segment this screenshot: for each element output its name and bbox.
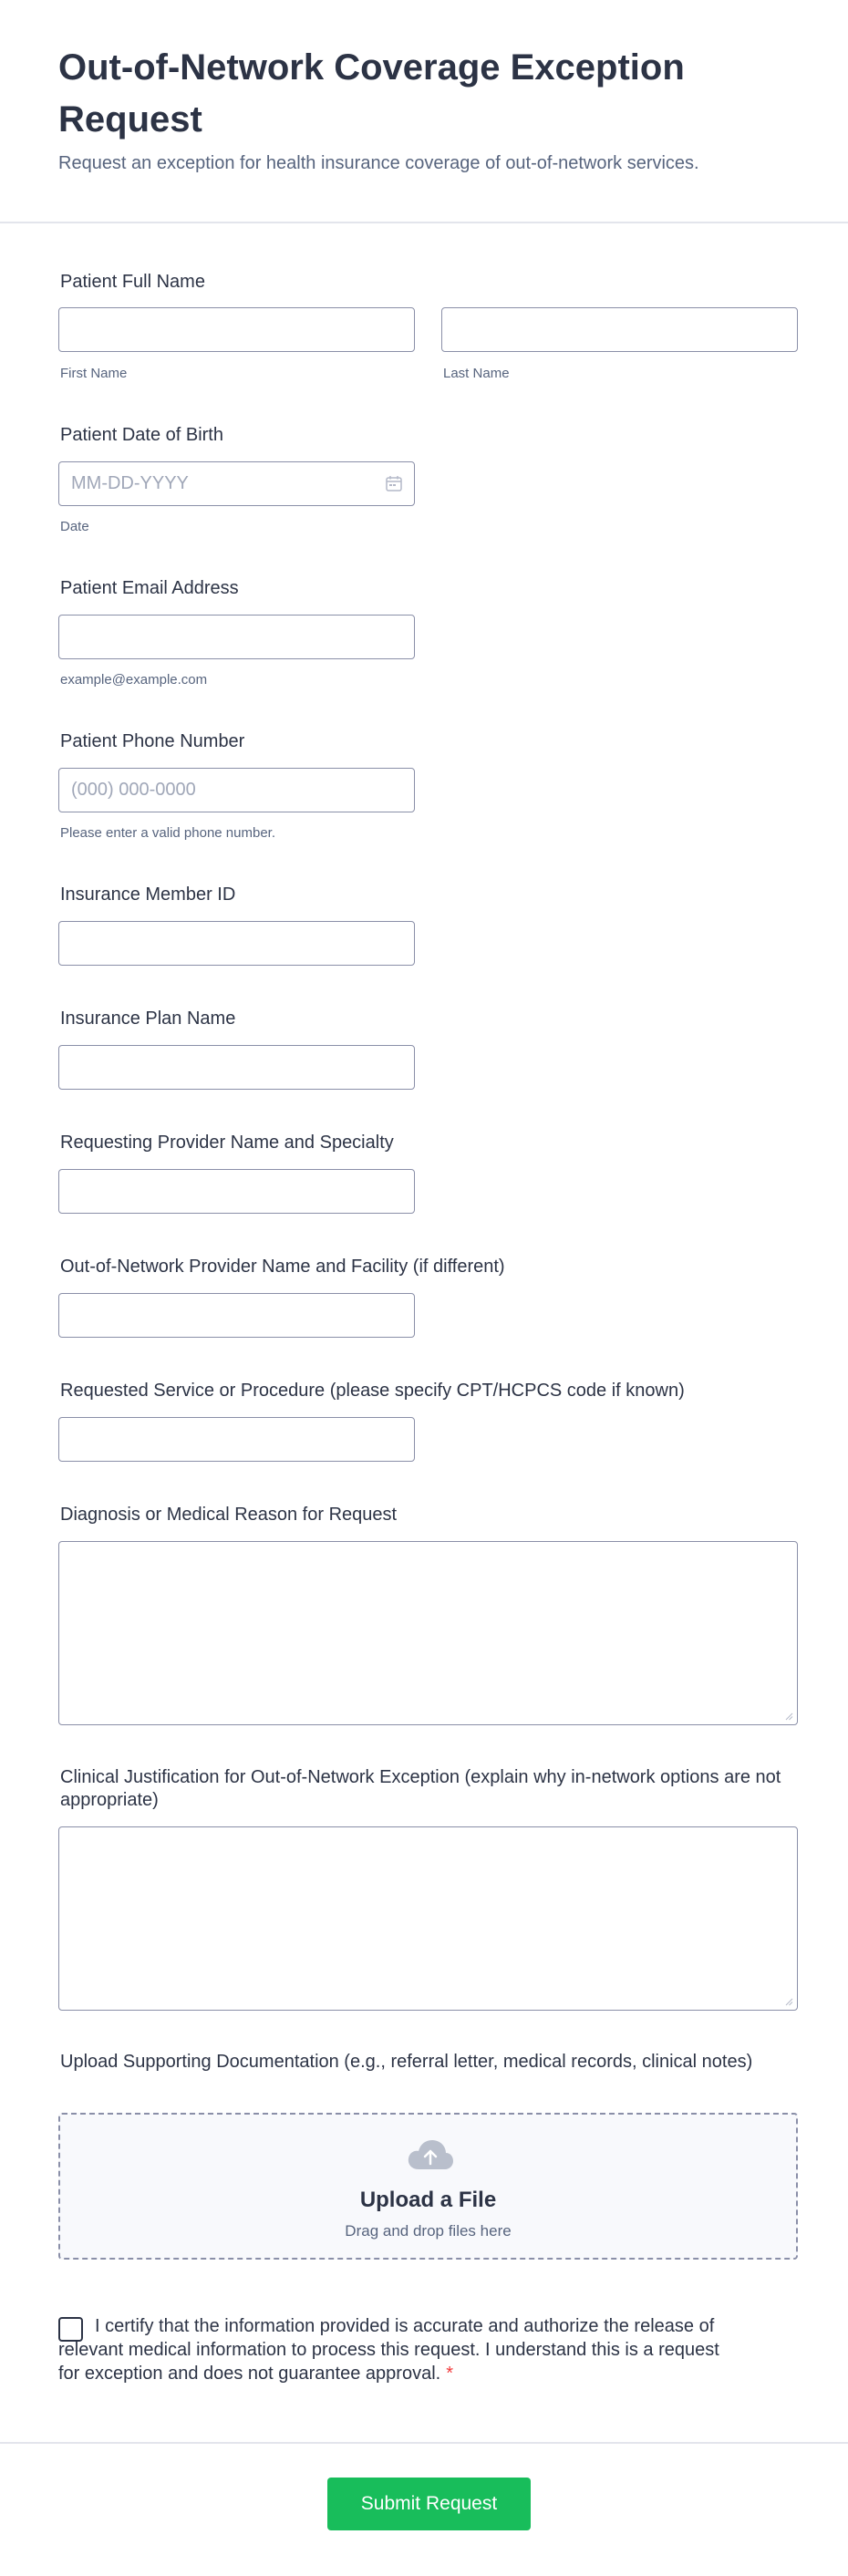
phone-label: Patient Phone Number xyxy=(60,731,245,751)
justification-field[interactable] xyxy=(58,1826,798,2011)
first-name-sublabel: First Name xyxy=(60,366,128,381)
dob-field[interactable] xyxy=(58,461,415,506)
first-name-input[interactable] xyxy=(59,308,414,351)
form-title: Out-of-Network Coverage Exception Request xyxy=(58,47,685,140)
resize-grip-icon[interactable] xyxy=(784,1712,793,1721)
member-id-input[interactable] xyxy=(59,922,414,965)
email-field[interactable] xyxy=(58,615,415,659)
member-id-label: Insurance Member ID xyxy=(60,885,236,905)
consent-text: I certify that the information provided is accurate and authorize the release of relevant medical information to process this request. I understand this is a request for exception and does not guarantee approval. xyxy=(58,2316,719,2384)
phone-field[interactable] xyxy=(58,768,415,812)
required-asterisk: * xyxy=(446,2364,453,2384)
cloud-upload-icon xyxy=(407,2138,454,2171)
phone-input[interactable] xyxy=(59,769,414,812)
dob-label: Patient Date of Birth xyxy=(60,425,223,445)
requesting-provider-label: Requesting Provider Name and Specialty xyxy=(60,1133,394,1153)
oon-provider-field[interactable] xyxy=(58,1293,415,1338)
submit-button[interactable]: Submit Request xyxy=(327,2478,531,2530)
diagnosis-label: Diagnosis or Medical Reason for Request xyxy=(60,1505,398,1525)
requesting-provider-input[interactable] xyxy=(59,1170,414,1213)
email-input[interactable] xyxy=(59,616,414,658)
plan-name-field[interactable] xyxy=(58,1045,415,1090)
service-label: Requested Service or Procedure (please specify CPT/HCPCS code if known) xyxy=(60,1381,685,1401)
calendar-icon[interactable] xyxy=(385,474,403,492)
service-input[interactable] xyxy=(59,1418,414,1461)
diagnosis-textarea[interactable] xyxy=(59,1542,797,1724)
form-subtitle: Request an exception for health insurance coverage of out-of-network services. xyxy=(58,153,699,173)
last-name-sublabel: Last Name xyxy=(443,366,510,381)
plan-name-input[interactable] xyxy=(59,1046,414,1089)
dob-sublabel: Date xyxy=(60,519,89,534)
upload-hint: Drag and drop files here xyxy=(345,2222,512,2240)
phone-sublabel: Please enter a valid phone number. xyxy=(60,825,275,841)
patient-name-label: Patient Full Name xyxy=(60,272,205,292)
oon-provider-label: Out-of-Network Provider Name and Facility (if different) xyxy=(60,1257,505,1277)
upload-label: Upload Supporting Documentation (e.g., referral letter, medical records, clinical notes) xyxy=(60,2052,753,2072)
file-upload-dropzone[interactable] xyxy=(58,2113,798,2260)
member-id-field[interactable] xyxy=(58,921,415,966)
last-name-field[interactable] xyxy=(441,307,798,352)
form-header xyxy=(0,0,848,223)
justification-label: Clinical Justification for Out-of-Network Exception (explain why in-network options are not appropriate) xyxy=(60,1767,781,1810)
email-sublabel: example@example.com xyxy=(60,672,208,688)
first-name-field[interactable] xyxy=(58,307,415,352)
last-name-input[interactable] xyxy=(442,308,797,351)
diagnosis-field[interactable] xyxy=(58,1541,798,1725)
dob-input[interactable] xyxy=(59,462,414,505)
consent-label xyxy=(58,2314,724,2385)
oon-provider-input[interactable] xyxy=(59,1294,414,1337)
upload-title: Upload a File xyxy=(359,2188,497,2212)
justification-textarea[interactable] xyxy=(59,1827,797,2010)
requesting-provider-field[interactable] xyxy=(58,1169,415,1214)
service-field[interactable] xyxy=(58,1417,415,1462)
plan-name-label: Insurance Plan Name xyxy=(60,1009,236,1029)
email-label: Patient Email Address xyxy=(60,578,239,598)
resize-grip-icon[interactable] xyxy=(784,1997,793,2006)
footer-divider xyxy=(0,2442,848,2444)
